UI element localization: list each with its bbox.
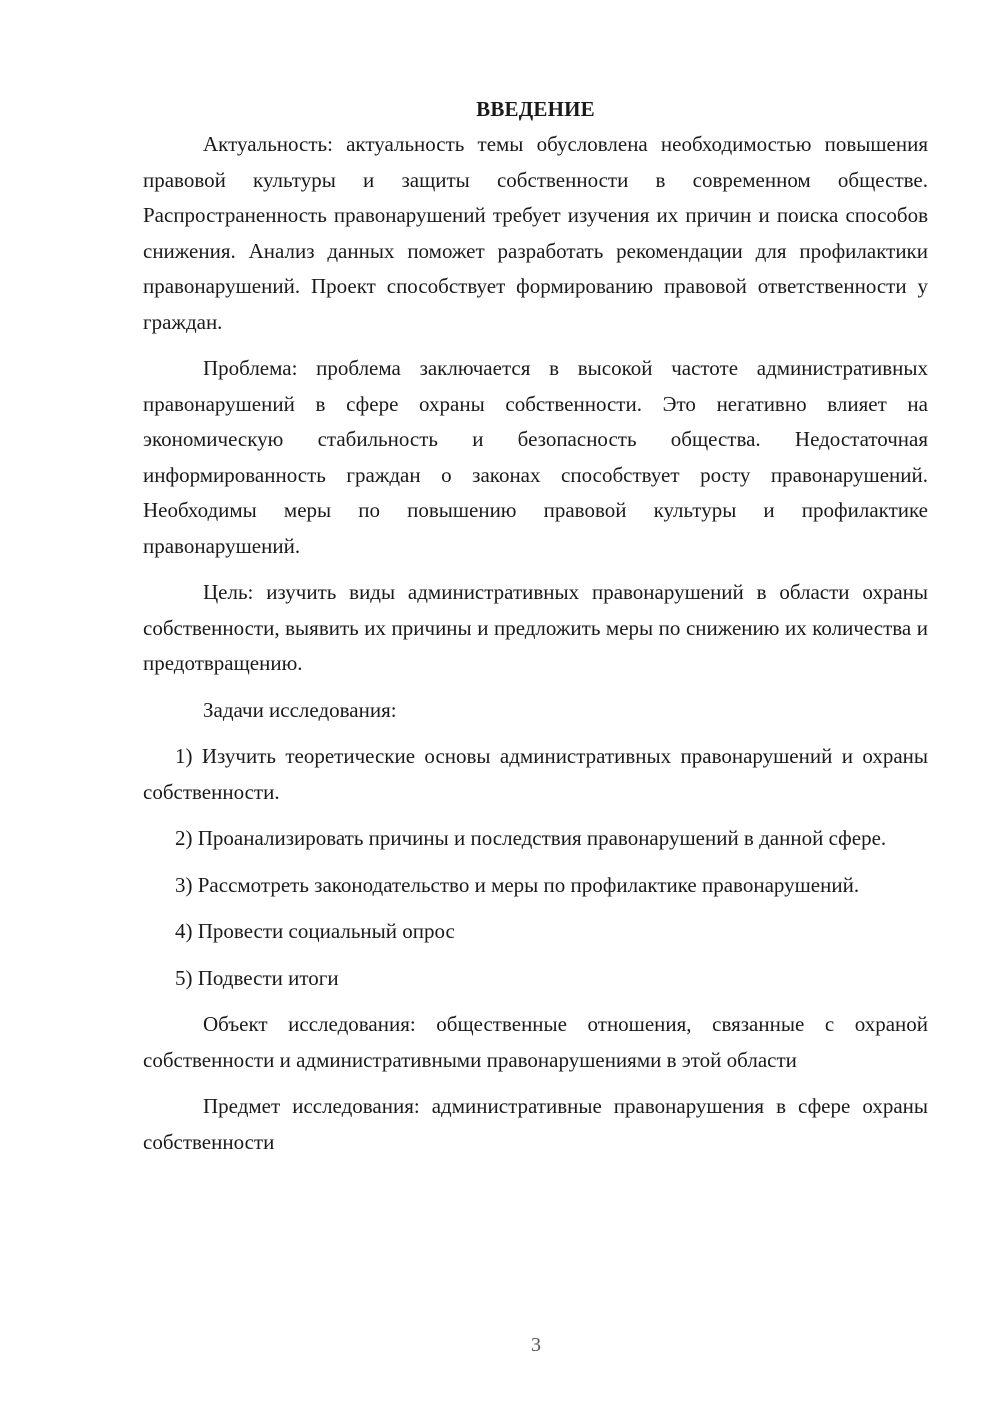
relevance-paragraph: Актуальность: актуальность темы обусловлена необходимостью повышения правовой культуры и защиты собственности в современном обществе. Распространенность правонарушений требует изучения их причин и поиска способов снижения. Анализ данных поможет разработать рекомендации для профилактики правонарушений. Проект способствует формированию правовой ответственности у граждан. [143,132,928,334]
document-page [143,92,928,1171]
task-item: 1) Изучить теоретические основы административных правонарушений и охраны собственности. [143,744,928,804]
page-title: ВВЕДЕНИЕ [476,97,595,121]
page-number: 3 [531,1334,541,1356]
subject-paragraph: Предмет исследования: административные правонарушения в сфере охраны собственности [143,1094,928,1154]
problem-paragraph: Проблема: проблема заключается в высокой частоте административных правонарушений в сфере охраны собственности. Это негативно влияет на экономическую стабильность и безопасность общества. Недостаточная информированность граждан о законах способствует росту правонарушений. Необходимы меры по повышению правовой культуры и профилактике правонарушений. [143,356,928,558]
task-item: 4) Провести социальный опрос [175,919,455,943]
tasks-heading: Задачи исследования: [203,697,397,722]
task-item: 3) Рассмотреть законодательство и меры по профилактике правонарушений. [175,872,860,897]
task-item: 5) Подвести итоги [175,965,339,990]
task-item: 2) Проанализировать причины и последствия правонарушений в данной сфере. [175,826,887,850]
goal-paragraph: Цель: изучить виды административных правонарушений в области охраны собственности, выявить их причины и предложить меры по снижению их количества и предотвращению. [143,580,928,675]
object-paragraph: Объект исследования: общественные отношения, связанные с охраной собственности и административными правонарушениями в этой области [143,1012,928,1072]
